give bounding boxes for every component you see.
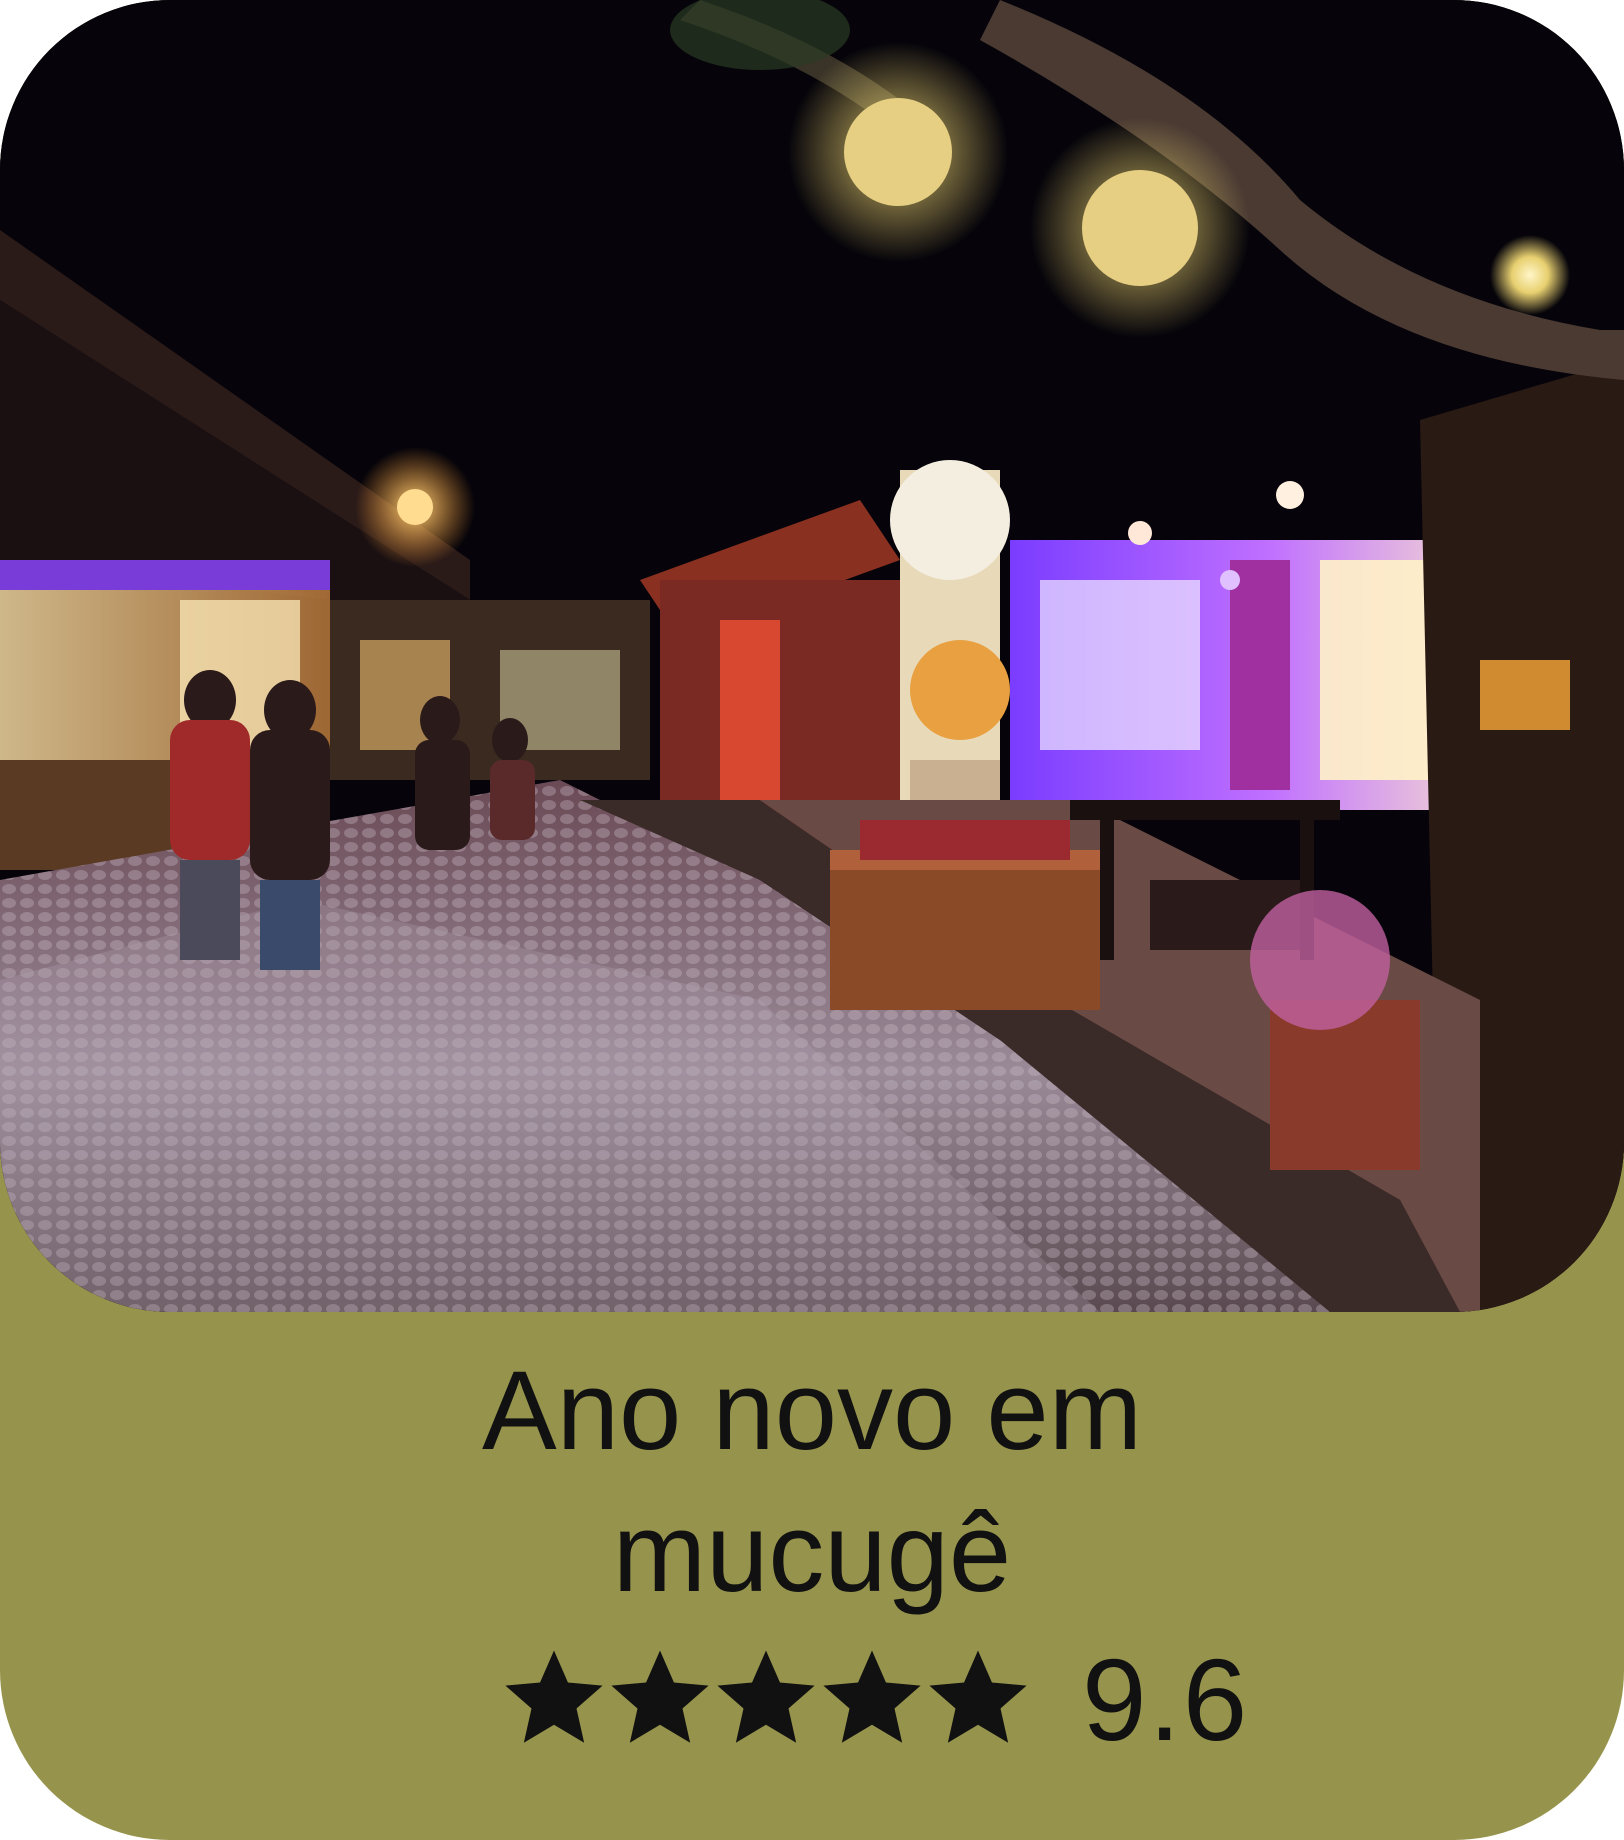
- title-line-2: mucugê: [612, 1490, 1012, 1615]
- star-icon: [500, 1648, 608, 1752]
- star-icon: [712, 1648, 820, 1752]
- title-line-1: Ano novo em: [482, 1348, 1142, 1473]
- rating-score: 9.6: [1082, 1635, 1250, 1765]
- destination-title: [0, 1340, 1624, 1624]
- star-icon: [818, 1648, 926, 1752]
- rating: [500, 1635, 1250, 1765]
- star-icon: [924, 1648, 1032, 1752]
- rating-stars: [500, 1648, 1030, 1752]
- star-icon: [606, 1648, 714, 1752]
